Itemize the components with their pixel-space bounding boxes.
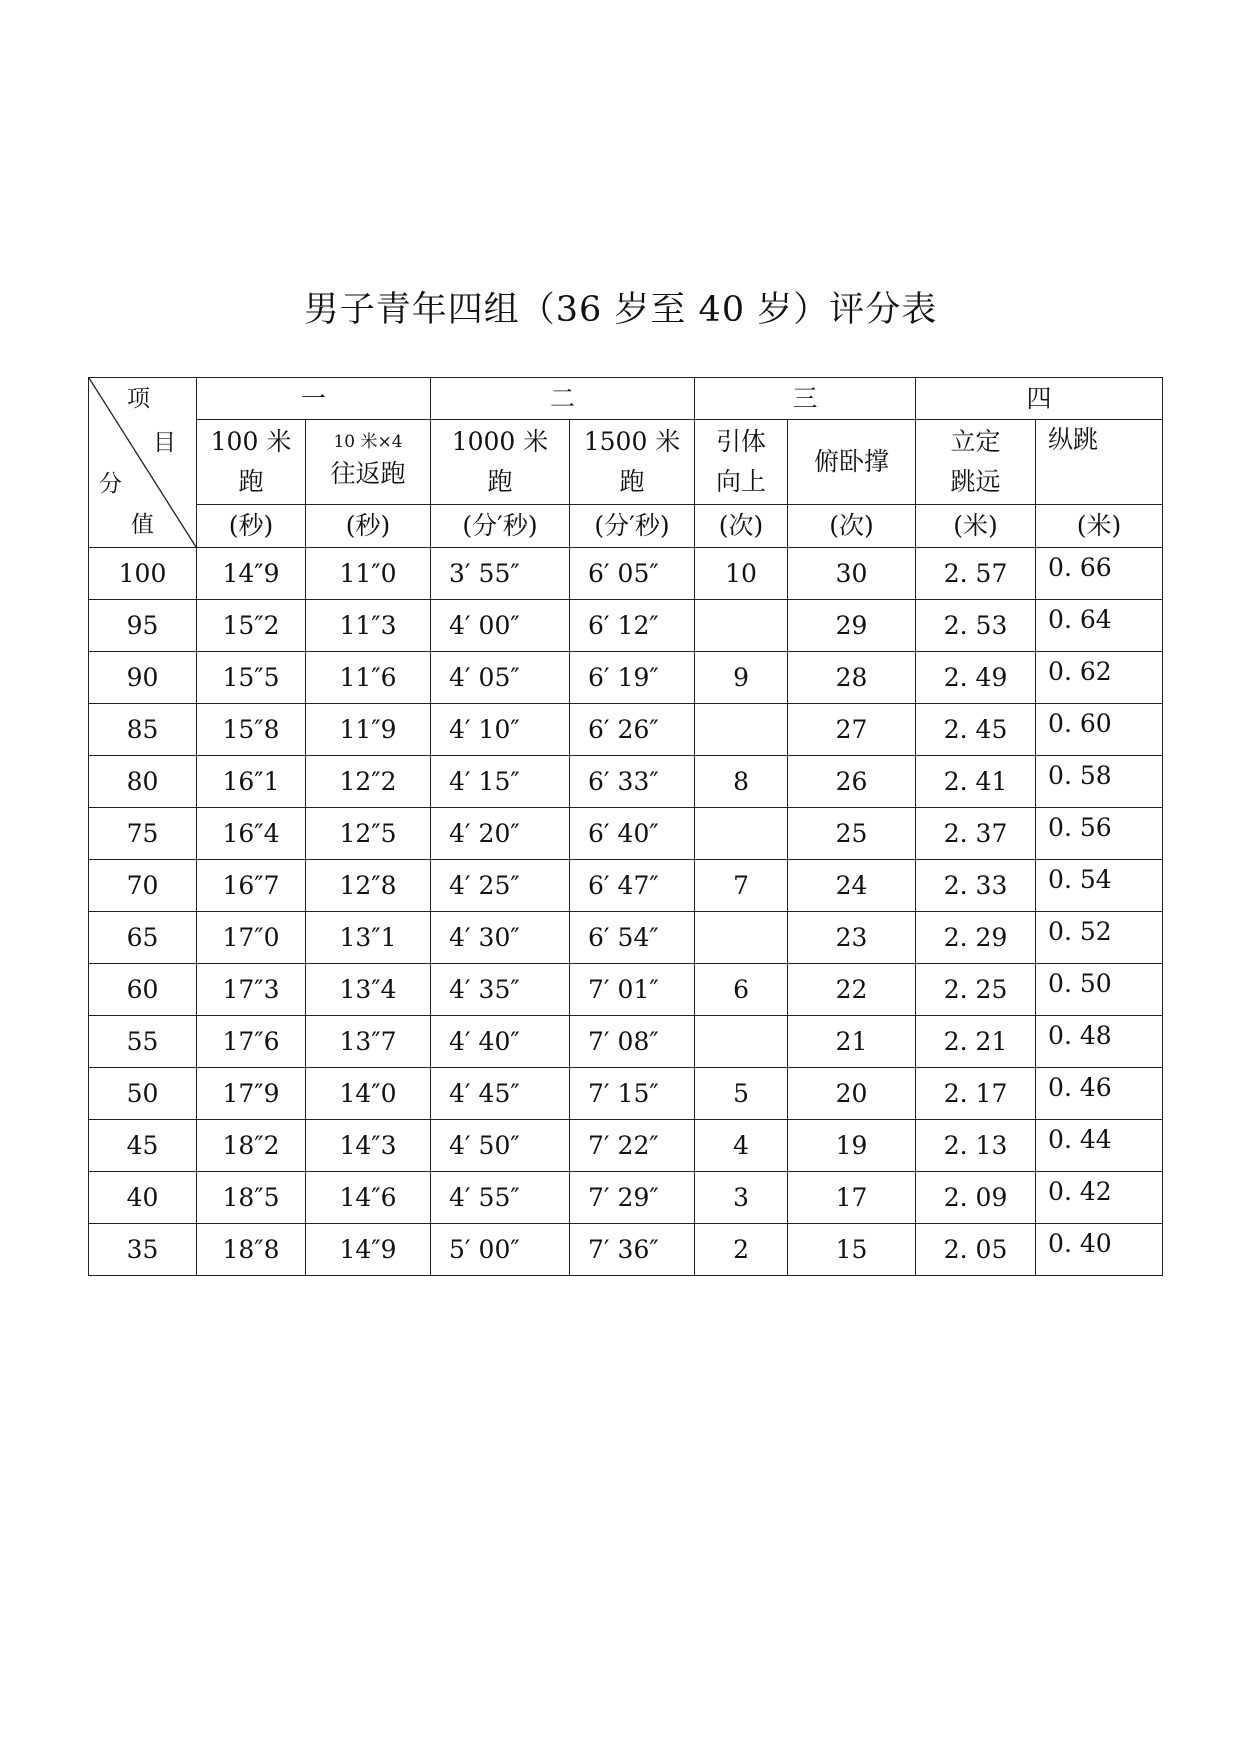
cell-vertical-jump: 0. 40 bbox=[1036, 1224, 1163, 1276]
cell-1000m: 4′ 35″ bbox=[431, 964, 570, 1016]
table-row bbox=[89, 704, 1163, 756]
cell-1500m: 7′ 36″ bbox=[570, 1224, 695, 1276]
item-pushup: 俯卧撑 bbox=[788, 420, 916, 505]
cell-vertical-jump: 0. 58 bbox=[1036, 756, 1163, 808]
cell-pullup: 10 bbox=[695, 548, 788, 600]
unit-pullup: (次) bbox=[695, 505, 788, 548]
cell-1500m: 7′ 08″ bbox=[570, 1016, 695, 1068]
table-row bbox=[89, 1120, 1163, 1172]
table-row bbox=[89, 1224, 1163, 1276]
cell-shuttle: 13″7 bbox=[306, 1016, 431, 1068]
cell-pullup bbox=[695, 912, 788, 964]
cell-longjump: 2. 41 bbox=[916, 756, 1036, 808]
cell-1000m: 4′ 50″ bbox=[431, 1120, 570, 1172]
item-longjump: 立定 跳远 bbox=[916, 420, 1036, 505]
corner-label-zhi: 值 bbox=[131, 512, 154, 538]
corner-header bbox=[89, 378, 197, 548]
cell-longjump: 2. 53 bbox=[916, 600, 1036, 652]
cell-1500m: 7′ 01″ bbox=[570, 964, 695, 1016]
cell-longjump: 2. 05 bbox=[916, 1224, 1036, 1276]
cell-100m: 16″4 bbox=[197, 808, 306, 860]
cell-1000m: 4′ 10″ bbox=[431, 704, 570, 756]
cell-1000m: 4′ 00″ bbox=[431, 600, 570, 652]
cell-1500m: 6′ 05″ bbox=[570, 548, 695, 600]
cell-pullup bbox=[695, 808, 788, 860]
cell-score: 80 bbox=[89, 756, 197, 808]
cell-longjump: 2. 37 bbox=[916, 808, 1036, 860]
item-1000m: 1000 米 跑 bbox=[431, 420, 570, 505]
cell-score: 60 bbox=[89, 964, 197, 1016]
cell-score: 55 bbox=[89, 1016, 197, 1068]
cell-score: 75 bbox=[89, 808, 197, 860]
cell-vertical-jump: 0. 62 bbox=[1036, 652, 1163, 704]
cell-shuttle: 13″4 bbox=[306, 964, 431, 1016]
cell-longjump: 2. 09 bbox=[916, 1172, 1036, 1224]
cell-pushup: 23 bbox=[788, 912, 916, 964]
table-row bbox=[89, 600, 1163, 652]
cell-1500m: 6′ 47″ bbox=[570, 860, 695, 912]
group-header-1: 一 bbox=[197, 378, 431, 420]
cell-100m: 18″2 bbox=[197, 1120, 306, 1172]
cell-pullup: 7 bbox=[695, 860, 788, 912]
cell-1000m: 4′ 45″ bbox=[431, 1068, 570, 1120]
cell-longjump: 2. 13 bbox=[916, 1120, 1036, 1172]
cell-1500m: 6′ 12″ bbox=[570, 600, 695, 652]
cell-pushup: 19 bbox=[788, 1120, 916, 1172]
table-row bbox=[89, 1068, 1163, 1120]
unit-1500m: (分′秒) bbox=[570, 505, 695, 548]
cell-score: 45 bbox=[89, 1120, 197, 1172]
cell-pushup: 20 bbox=[788, 1068, 916, 1120]
cell-score: 85 bbox=[89, 704, 197, 756]
cell-pushup: 28 bbox=[788, 652, 916, 704]
cell-shuttle: 12″8 bbox=[306, 860, 431, 912]
cell-longjump: 2. 25 bbox=[916, 964, 1036, 1016]
cell-pullup: 2 bbox=[695, 1224, 788, 1276]
cell-shuttle: 11″3 bbox=[306, 600, 431, 652]
cell-vertical-jump: 0. 60 bbox=[1036, 704, 1163, 756]
cell-pullup: 9 bbox=[695, 652, 788, 704]
corner-label-mu: 目 bbox=[153, 430, 176, 456]
cell-pushup: 27 bbox=[788, 704, 916, 756]
cell-pushup: 17 bbox=[788, 1172, 916, 1224]
cell-100m: 15″8 bbox=[197, 704, 306, 756]
table-row bbox=[89, 756, 1163, 808]
item-1500m: 1500 米 跑 bbox=[570, 420, 695, 505]
cell-longjump: 2. 29 bbox=[916, 912, 1036, 964]
cell-1500m: 7′ 15″ bbox=[570, 1068, 695, 1120]
unit-1000m: (分′秒) bbox=[431, 505, 570, 548]
cell-pullup bbox=[695, 600, 788, 652]
cell-1000m: 4′ 55″ bbox=[431, 1172, 570, 1224]
corner-label-fen: 分 bbox=[99, 471, 122, 497]
cell-1000m: 5′ 00″ bbox=[431, 1224, 570, 1276]
unit-shuttle: (秒) bbox=[306, 505, 431, 548]
cell-vertical-jump: 0. 56 bbox=[1036, 808, 1163, 860]
table-row bbox=[89, 964, 1163, 1016]
cell-1500m: 6′ 26″ bbox=[570, 704, 695, 756]
cell-100m: 18″8 bbox=[197, 1224, 306, 1276]
cell-100m: 17″0 bbox=[197, 912, 306, 964]
cell-pullup: 5 bbox=[695, 1068, 788, 1120]
unit-100m: (秒) bbox=[197, 505, 306, 548]
page-title: 男子青年四组（36 岁至 40 岁）评分表 bbox=[303, 290, 938, 330]
cell-vertical-jump: 0. 50 bbox=[1036, 964, 1163, 1016]
corner-label-xiang: 项 bbox=[127, 386, 150, 412]
cell-pullup: 4 bbox=[695, 1120, 788, 1172]
cell-1000m: 3′ 55″ bbox=[431, 548, 570, 600]
cell-score: 50 bbox=[89, 1068, 197, 1120]
cell-1000m: 4′ 40″ bbox=[431, 1016, 570, 1068]
cell-100m: 15″2 bbox=[197, 600, 306, 652]
cell-100m: 16″1 bbox=[197, 756, 306, 808]
table-row bbox=[89, 808, 1163, 860]
unit-vertical-jump: (米) bbox=[1036, 505, 1163, 548]
item-name-row bbox=[89, 420, 1163, 505]
cell-vertical-jump: 0. 42 bbox=[1036, 1172, 1163, 1224]
cell-1000m: 4′ 05″ bbox=[431, 652, 570, 704]
score-table bbox=[88, 377, 1163, 1276]
cell-score: 40 bbox=[89, 1172, 197, 1224]
item-pullup: 引体 向上 bbox=[695, 420, 788, 505]
item-vertical-jump: 纵跳 bbox=[1036, 420, 1163, 505]
cell-pushup: 30 bbox=[788, 548, 916, 600]
cell-pushup: 25 bbox=[788, 808, 916, 860]
group-header-2: 二 bbox=[431, 378, 695, 420]
cell-shuttle: 11″6 bbox=[306, 652, 431, 704]
cell-longjump: 2. 17 bbox=[916, 1068, 1036, 1120]
cell-pullup: 6 bbox=[695, 964, 788, 1016]
cell-100m: 17″6 bbox=[197, 1016, 306, 1068]
cell-pushup: 29 bbox=[788, 600, 916, 652]
table-row bbox=[89, 860, 1163, 912]
cell-longjump: 2. 45 bbox=[916, 704, 1036, 756]
cell-vertical-jump: 0. 48 bbox=[1036, 1016, 1163, 1068]
cell-100m: 18″5 bbox=[197, 1172, 306, 1224]
cell-pushup: 15 bbox=[788, 1224, 916, 1276]
cell-longjump: 2. 21 bbox=[916, 1016, 1036, 1068]
table-row bbox=[89, 1016, 1163, 1068]
cell-1500m: 6′ 19″ bbox=[570, 652, 695, 704]
cell-pushup: 24 bbox=[788, 860, 916, 912]
cell-1500m: 6′ 40″ bbox=[570, 808, 695, 860]
cell-1500m: 7′ 29″ bbox=[570, 1172, 695, 1224]
group-header-row bbox=[89, 378, 1163, 420]
cell-shuttle: 14″6 bbox=[306, 1172, 431, 1224]
cell-shuttle: 14″9 bbox=[306, 1224, 431, 1276]
cell-shuttle: 11″0 bbox=[306, 548, 431, 600]
cell-longjump: 2. 49 bbox=[916, 652, 1036, 704]
cell-shuttle: 12″5 bbox=[306, 808, 431, 860]
cell-1000m: 4′ 30″ bbox=[431, 912, 570, 964]
item-shuttle: 10 米×4 往返跑 bbox=[306, 420, 431, 505]
cell-1000m: 4′ 25″ bbox=[431, 860, 570, 912]
cell-shuttle: 12″2 bbox=[306, 756, 431, 808]
cell-pushup: 21 bbox=[788, 1016, 916, 1068]
cell-score: 100 bbox=[89, 548, 197, 600]
cell-score: 35 bbox=[89, 1224, 197, 1276]
cell-pullup bbox=[695, 1016, 788, 1068]
cell-100m: 17″9 bbox=[197, 1068, 306, 1120]
unit-pushup: (次) bbox=[788, 505, 916, 548]
cell-longjump: 2. 57 bbox=[916, 548, 1036, 600]
group-header-3: 三 bbox=[695, 378, 916, 420]
cell-1500m: 6′ 33″ bbox=[570, 756, 695, 808]
table-row bbox=[89, 652, 1163, 704]
cell-1500m: 6′ 54″ bbox=[570, 912, 695, 964]
score-rows bbox=[89, 548, 1163, 1276]
cell-score: 70 bbox=[89, 860, 197, 912]
cell-1000m: 4′ 20″ bbox=[431, 808, 570, 860]
cell-shuttle: 11″9 bbox=[306, 704, 431, 756]
cell-vertical-jump: 0. 66 bbox=[1036, 548, 1163, 600]
cell-pullup: 8 bbox=[695, 756, 788, 808]
group-header-4: 四 bbox=[916, 378, 1163, 420]
table-row bbox=[89, 912, 1163, 964]
unit-row bbox=[89, 505, 1163, 548]
cell-shuttle: 13″1 bbox=[306, 912, 431, 964]
cell-vertical-jump: 0. 46 bbox=[1036, 1068, 1163, 1120]
cell-vertical-jump: 0. 52 bbox=[1036, 912, 1163, 964]
cell-1000m: 4′ 15″ bbox=[431, 756, 570, 808]
cell-shuttle: 14″3 bbox=[306, 1120, 431, 1172]
cell-100m: 17″3 bbox=[197, 964, 306, 1016]
cell-score: 90 bbox=[89, 652, 197, 704]
cell-100m: 14″9 bbox=[197, 548, 306, 600]
cell-score: 65 bbox=[89, 912, 197, 964]
item-100m: 100 米 跑 bbox=[197, 420, 306, 505]
cell-100m: 16″7 bbox=[197, 860, 306, 912]
table-row bbox=[89, 1172, 1163, 1224]
cell-pushup: 26 bbox=[788, 756, 916, 808]
unit-longjump: (米) bbox=[916, 505, 1036, 548]
cell-pullup bbox=[695, 704, 788, 756]
cell-vertical-jump: 0. 54 bbox=[1036, 860, 1163, 912]
cell-pullup: 3 bbox=[695, 1172, 788, 1224]
cell-vertical-jump: 0. 44 bbox=[1036, 1120, 1163, 1172]
cell-score: 95 bbox=[89, 600, 197, 652]
cell-pushup: 22 bbox=[788, 964, 916, 1016]
cell-1500m: 7′ 22″ bbox=[570, 1120, 695, 1172]
table-row bbox=[89, 548, 1163, 600]
cell-shuttle: 14″0 bbox=[306, 1068, 431, 1120]
cell-longjump: 2. 33 bbox=[916, 860, 1036, 912]
cell-vertical-jump: 0. 64 bbox=[1036, 600, 1163, 652]
cell-100m: 15″5 bbox=[197, 652, 306, 704]
